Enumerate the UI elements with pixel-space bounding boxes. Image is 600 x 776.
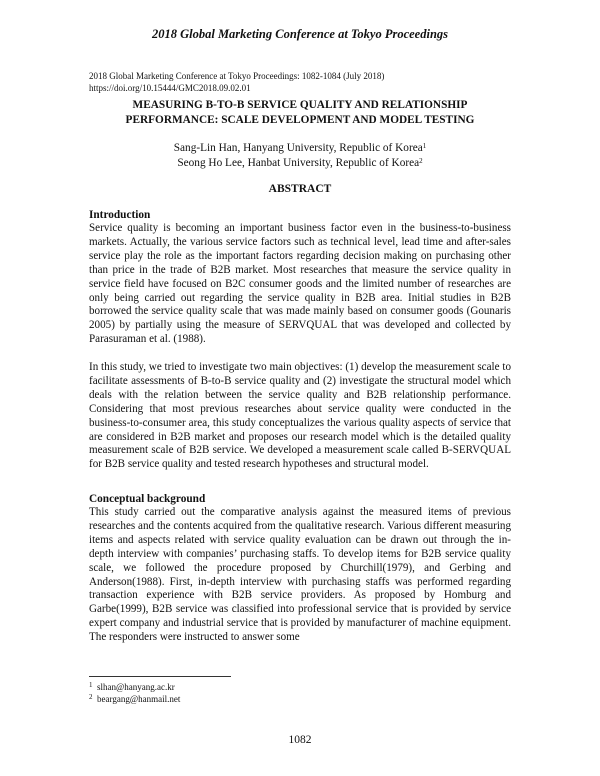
paragraph-conceptual-background-1: This study carried out the comparative analysis against the measured items of previous researches and the contents acquired from the qualitative research. Various different measuring items and aspects related with service quality evaluation can be drawn out through the in-depth interview with companies’ purchasing staffs. To develop items for B2B service quality scale, we followed the procedure proposed by Churchill(1979), and Gerbing and Anderson(1988). First, in-depth interview with purchasing staffs was performed regarding transaction experience with B2B service providers. As proposed by Homburg and Garbe(1999), B2B service was classified into professional service that is provided by service expert company and industrial service that is provided by manufacturer of machine equipment. The responders were instructed to answer some <box>89 506 511 644</box>
page-number: 1082 <box>288 734 312 746</box>
author-2 <box>89 156 511 171</box>
footnote-2-mark: 2 <box>89 693 93 701</box>
footnote-separator <box>89 676 231 677</box>
paper-title <box>89 98 511 128</box>
footnote-2 <box>89 693 180 705</box>
paragraph-introduction-2: In this study, we tried to investigate two main objectives: (1) develop the measurement scale to facilitate assessments of B-to-B service quality and (2) investigate the structural model which deals with the relation between the service quality and B2B relationship performance. Considering that most previous researches about service quality were conducted in the business-to-consumer area, this study conceptualizes the various quality aspects of service that are considered in B2B market and proposes our research model which is the detailed quality measurement scale of B2B service. We developed a measurement scale called B-SERVQUAL for B2B service quality and tested research hypotheses and structural model. <box>89 361 511 471</box>
paper-title-line-1: MEASURING B-TO-B SERVICE QUALITY AND RELATIONSHIP <box>132 99 468 111</box>
footnote-2-email: beargang@hanmail.net <box>97 694 181 704</box>
running-header: 2018 Global Marketing Conference at Tokyo Proceedings <box>151 27 449 41</box>
citation-doi: https://doi.org/10.15444/GMC2018.09.02.01 <box>89 83 251 93</box>
paragraph-introduction-1: Service quality is becoming an important business factor even in the business-to-business markets. Actually, the various service factors such as technical level, lead time and after-sales service play the role as the important factors regarding decision making on purchasing other than price in the trade of B2B market. Most researches that measure the service quality in service field have focused on B2C consumer goods and the limited number of researches are only being carried out regarding the service quality in B2B area. Initial studies in B2B borrowed the service quality scale that was made mainly based on consumer goods (Gounaris 2005) by partially using the measure of SERVQUAL that was developed and collected by Parasuraman et al. (1988). <box>89 222 511 346</box>
section-heading-introduction: Introduction <box>89 209 151 221</box>
footnote-1 <box>89 681 175 693</box>
footnote-1-email: slhan@hanyang.ac.kr <box>97 682 175 692</box>
footnote-1-mark: 1 <box>89 681 93 689</box>
paper-title-line-2: PERFORMANCE: SCALE DEVELOPMENT AND MODEL TESTING <box>125 114 475 126</box>
section-heading-conceptual-background: Conceptual background <box>89 493 206 505</box>
abstract-heading: ABSTRACT <box>268 183 332 195</box>
citation-block <box>89 70 519 94</box>
author-1-affiliation: Sang-Lin Han, Hanyang University, Republic of Korea <box>173 142 423 154</box>
author-1-footnote-mark: 1 <box>422 142 427 150</box>
citation-source: 2018 Global Marketing Conference at Tokyo Proceedings: 1082-1084 (July 2018) <box>89 71 385 81</box>
author-2-affiliation: Seong Ho Lee, Hanbat University, Republic of Korea <box>177 156 420 169</box>
author-list <box>89 141 511 170</box>
author-1 <box>89 141 511 156</box>
author-2-footnote-mark: 2 <box>419 156 423 165</box>
